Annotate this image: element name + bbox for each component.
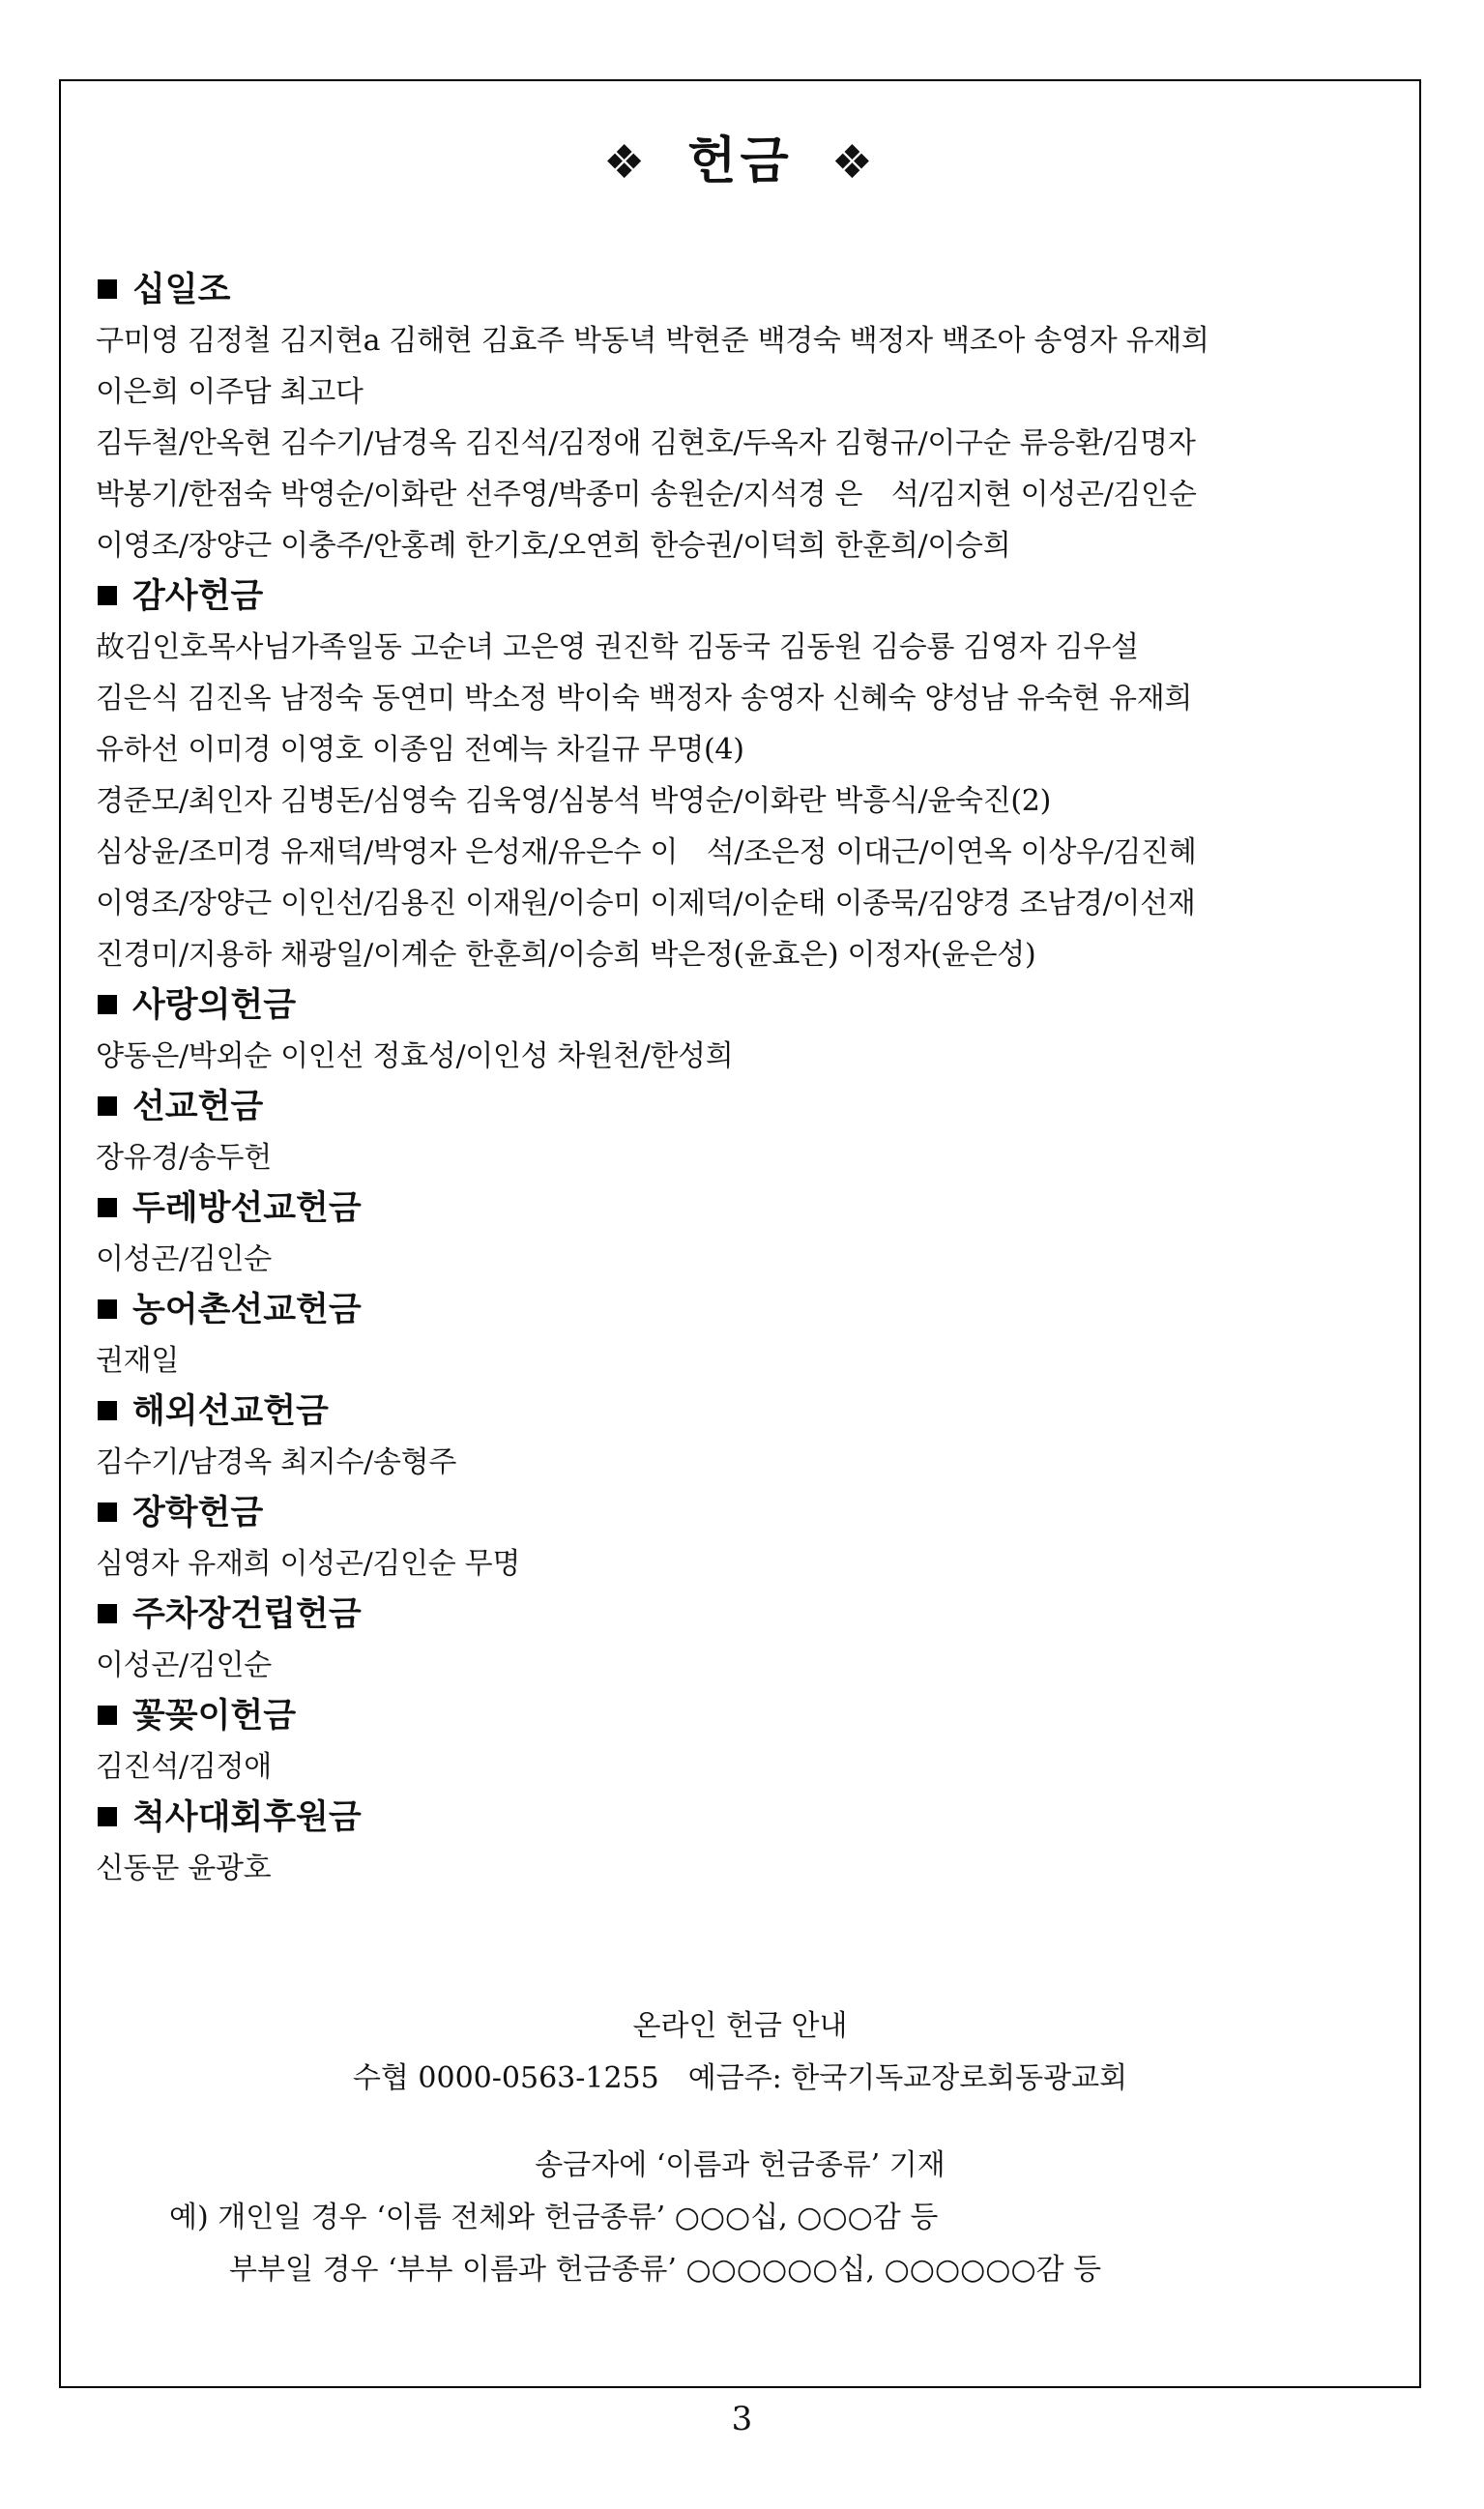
section-heading: [96, 1793, 1390, 1843]
section-heading: [96, 265, 1390, 315]
donor-names-line: 권재일: [96, 1344, 180, 1378]
section-heading-text: 꽃꽂이헌금: [132, 1697, 297, 1736]
donor-names-line: 장유경/송두헌: [96, 1141, 272, 1175]
square-bullet-icon: [98, 1299, 117, 1319]
bank-account-info: 수협 0000-0563-1255 예금주: 한국기독교장로회동광교회: [352, 2061, 1128, 2095]
donor-names-line: 김은식 김진옥 남정숙 동연미 박소정 박이숙 백정자 송영자 신혜숙 양성남 유숙현 유재희: [96, 682, 1193, 715]
donor-names-line: 故김인호목사님가족일동 고순녀 고은영 권진학 김동국 김동원 김승룡 김영자 김우설: [96, 630, 1139, 664]
section-heading-text: 척사대회후원금: [132, 1798, 362, 1837]
donor-names-line: 박봉기/한점숙 박영순/이화란 선주영/박종미 송원순/지석경 은 석/김지현 이성곤/김인순: [96, 478, 1197, 511]
donor-names-line: 심상윤/조미경 유재덕/박영자 은성재/유은수 이 석/조은정 이대근/이연옥 이상우/김진혜: [96, 835, 1197, 869]
offering-section: [96, 1082, 1390, 1183]
square-bullet-icon: [98, 1604, 117, 1623]
section-heading: [96, 1183, 1390, 1234]
offering-section: [96, 1488, 1390, 1590]
online-offering-title: 온라인 헌금 안내: [632, 2009, 848, 2043]
square-bullet-icon: [98, 1401, 117, 1420]
example-individual: 예) 개인일 경우 ‘이름 전체와 헌금종류’ ○○○십, ○○○감 등: [169, 2201, 939, 2234]
offering-section: [96, 1793, 1390, 1894]
page-number: 3: [731, 2400, 753, 2438]
donor-names-line: 김두철/안옥현 김수기/남경옥 김진석/김정애 김현호/두옥자 김형규/이구순 류응환/김명자: [96, 426, 1196, 460]
section-heading: [96, 571, 1390, 622]
donor-names-line: 진경미/지용하 채광일/이계순 한훈희/이승희 박은정(윤효은) 이정자(윤은성): [96, 938, 1036, 972]
donor-names-line: 이성곤/김인순: [96, 1242, 272, 1276]
section-heading-text: 사랑의헌금: [132, 986, 297, 1025]
offering-section: [96, 1285, 1390, 1386]
offering-section: [96, 1590, 1390, 1691]
offering-section: [96, 1691, 1390, 1793]
square-bullet-icon: [98, 1706, 117, 1725]
section-heading: [96, 1082, 1390, 1132]
section-heading: [96, 980, 1390, 1031]
section-heading-text: 십일조: [132, 271, 231, 309]
remitter-note: 송금자에 ‘이름과 헌금종류’ 기재: [535, 2148, 946, 2182]
square-bullet-icon: [98, 1096, 117, 1116]
donor-names-line: 이은희 이주담 최고다: [96, 375, 364, 409]
donor-names-line: 이영조/장양근 이인선/김용진 이재원/이승미 이제덕/이순태 이종묵/김양경 조남경/이선재: [96, 887, 1196, 920]
square-bullet-icon: [98, 1502, 117, 1522]
section-heading-text: 농어촌선교헌금: [132, 1291, 362, 1329]
offering-section: [96, 265, 1390, 571]
offering-page-frame: [59, 79, 1421, 2388]
square-bullet-icon: [98, 279, 117, 299]
donor-names-line: 이영조/장양근 이충주/안홍례 한기호/오연희 한승권/이덕희 한훈희/이승희: [96, 529, 1011, 563]
section-heading-text: 감사헌금: [132, 577, 264, 616]
donor-names-line: 신동문 윤광호: [96, 1852, 272, 1885]
donor-names-line: 양동은/박외순 이인선 정효성/이인성 차원천/한성희: [96, 1039, 734, 1073]
section-heading: [96, 1285, 1390, 1335]
section-heading: [96, 1386, 1390, 1437]
offering-section: [96, 1183, 1390, 1285]
section-heading: [96, 1590, 1390, 1640]
diamond-ornament-icon: ❖: [830, 135, 877, 190]
square-bullet-icon: [98, 995, 117, 1014]
section-heading: [96, 1488, 1390, 1538]
page-title: [61, 120, 1419, 192]
offering-section: [96, 571, 1390, 980]
square-bullet-icon: [98, 1807, 117, 1826]
section-heading-text: 장학헌금: [132, 1494, 264, 1532]
offering-section: [96, 1386, 1390, 1488]
donor-names-line: 유하선 이미경 이영호 이종임 전예늑 차길규 무명(4): [96, 733, 744, 767]
section-heading: [96, 1691, 1390, 1741]
section-heading-text: 두레방선교헌금: [132, 1189, 362, 1228]
page-title-text: 헌금: [687, 132, 793, 190]
section-heading-text: 주차장건립헌금: [132, 1595, 362, 1634]
diamond-ornament-icon: ❖: [603, 135, 650, 190]
donor-names-line: 이성곤/김인순: [96, 1648, 272, 1682]
offering-section: [96, 980, 1390, 1082]
example-couple: 부부일 경우 ‘부부 이름과 헌금종류’ ○○○○○○십, ○○○○○○감 등: [229, 2253, 1102, 2287]
donor-names-line: 김수기/남경옥 최지수/송형주: [96, 1445, 457, 1479]
section-heading-text: 선교헌금: [132, 1088, 264, 1126]
square-bullet-icon: [98, 586, 117, 605]
square-bullet-icon: [98, 1198, 117, 1217]
donor-names-line: 김진석/김정애: [96, 1750, 272, 1784]
donor-names-line: 심영자 유재희 이성곤/김인순 무명: [96, 1547, 521, 1581]
section-heading-text: 해외선교헌금: [132, 1392, 329, 1431]
offering-sections: [96, 265, 1390, 1894]
online-offering-info: [61, 2000, 1419, 2296]
donor-names-line: 경준모/최인자 김병돈/심영숙 김욱영/심봉석 박영순/이화란 박흥식/윤숙진(2): [96, 784, 1051, 818]
donor-names-line: 구미영 김정철 김지현a 김해현 김효주 박동녁 박현준 백경숙 백정자 백조아 송영자 유재희: [96, 324, 1209, 358]
